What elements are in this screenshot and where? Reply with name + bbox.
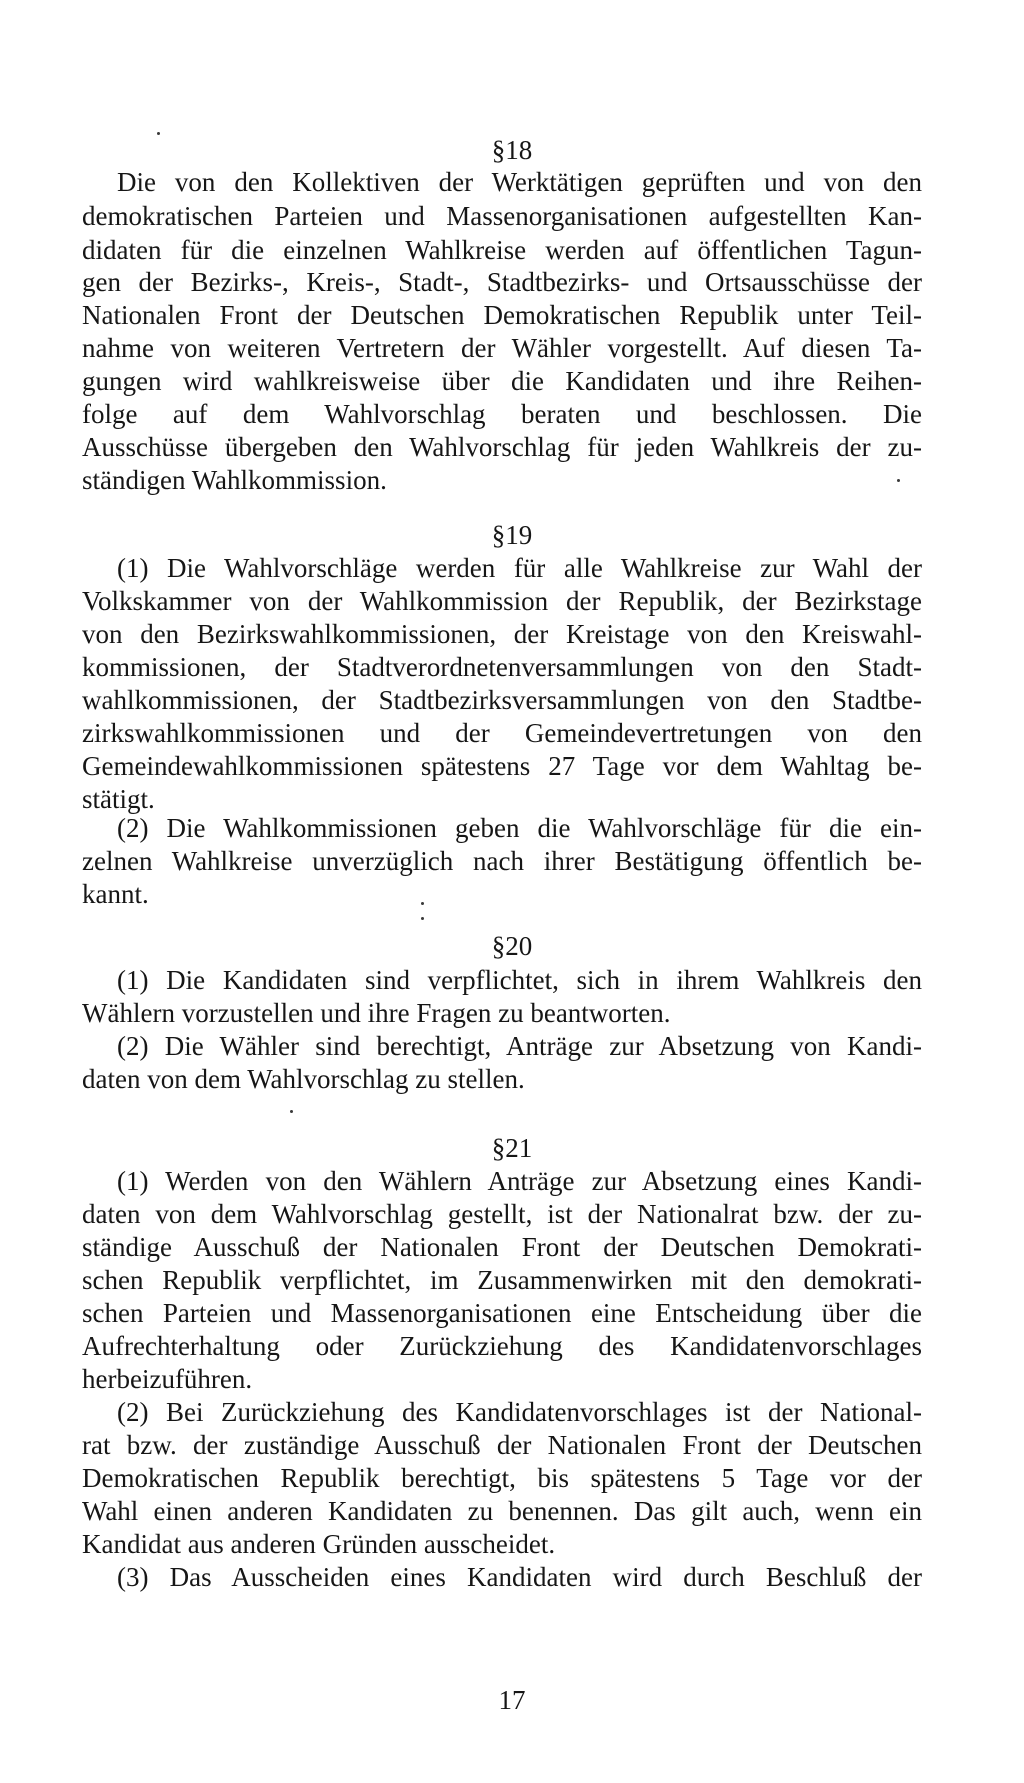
text-line: Demokratischen Republik berechtigt, bis spätestens 5 Tage vor der xyxy=(82,1463,922,1493)
page-number: 17 xyxy=(498,1685,526,1715)
text-line: nahme von weiteren Vertretern der Wähler vorgestellt. Auf diesen Ta- xyxy=(82,333,922,363)
text-line: schen Parteien und Massenorganisationen eine Entscheidung über die xyxy=(82,1298,922,1328)
text-line: ständigen Wahlkommission. xyxy=(82,465,387,495)
text-line: (1) Werden von den Wählern Anträge zur Absetzung eines Kandi- xyxy=(117,1166,922,1196)
text-line: Aufrechterhaltung oder Zurückziehung des Kandidatenvorschlages xyxy=(82,1331,922,1361)
section-heading: §21 xyxy=(491,1133,533,1163)
text-line: Die von den Kollektiven der Werktätigen geprüften und von den xyxy=(117,167,922,197)
text-line: Wählern vorzustellen und ihre Fragen zu beantworten. xyxy=(82,998,671,1028)
text-line: schen Republik verpflichtet, im Zusammenwirken mit den demokrati- xyxy=(82,1265,922,1295)
section-heading: §19 xyxy=(491,520,533,550)
text-line: kannt. xyxy=(82,879,149,909)
scan-speck xyxy=(290,1110,293,1113)
text-line: von den Bezirkswahlkommissionen, der Kreistage von den Kreiswahl- xyxy=(82,619,922,649)
text-line: (2) Die Wahlkommissionen geben die Wahlvorschläge für die ein- xyxy=(117,813,922,843)
text-line: herbeizuführen. xyxy=(82,1364,253,1394)
text-line: gen der Bezirks-, Kreis-, Stadt-, Stadtbezirks- und Ortsausschüsse der xyxy=(82,267,922,297)
text-line: Nationalen Front der Deutschen Demokratischen Republik unter Teil- xyxy=(82,300,922,330)
text-line: (2) Bei Zurückziehung des Kandidatenvorschlages ist der National- xyxy=(117,1397,922,1427)
text-line: ständige Ausschuß der Nationalen Front der Deutschen Demokrati- xyxy=(82,1232,922,1262)
section-heading: §20 xyxy=(491,931,533,961)
section-heading: §18 xyxy=(491,135,533,165)
text-line: daten von dem Wahlvorschlag zu stellen. xyxy=(82,1064,525,1094)
text-line: zirkswahlkommissionen und der Gemeindevertretungen von den xyxy=(82,718,922,748)
text-line: gungen wird wahlkreisweise über die Kandidaten und ihre Reihen- xyxy=(82,366,922,396)
text-line: (1) Die Kandidaten sind verpflichtet, sich in ihrem Wahlkreis den xyxy=(117,965,922,995)
scan-speck xyxy=(421,917,424,920)
text-line: demokratischen Parteien und Massenorganisationen aufgestellten Kan- xyxy=(82,201,922,231)
text-line: didaten für die einzelnen Wahlkreise werden auf öffentlichen Tagun- xyxy=(82,235,922,265)
text-line: wahlkommissionen, der Stadtbezirksversammlungen von den Stadtbe- xyxy=(82,685,922,715)
text-line: zelnen Wahlkreise unverzüglich nach ihrer Bestätigung öffentlich be- xyxy=(82,846,922,876)
text-line: stätigt. xyxy=(82,784,155,814)
text-line: Wahl einen anderen Kandidaten zu benennen. Das gilt auch, wenn ein xyxy=(82,1496,922,1526)
scan-speck xyxy=(157,132,160,135)
text-line: (3) Das Ausscheiden eines Kandidaten wird durch Beschluß der xyxy=(117,1562,922,1592)
text-line: (2) Die Wähler sind berechtigt, Anträge zur Absetzung von Kandi- xyxy=(117,1031,922,1061)
scan-speck xyxy=(897,479,900,482)
text-line: daten von dem Wahlvorschlag gestellt, ist der Nationalrat bzw. der zu- xyxy=(82,1199,922,1229)
text-line: Gemeindewahlkommissionen spätestens 27 Tage vor dem Wahltag be- xyxy=(82,751,922,781)
text-line: rat bzw. der zuständige Ausschuß der Nationalen Front der Deutschen xyxy=(82,1430,922,1460)
text-line: Ausschüsse übergeben den Wahlvorschlag für jeden Wahlkreis der zu- xyxy=(82,432,922,462)
text-line: folge auf dem Wahlvorschlag beraten und beschlossen. Die xyxy=(82,399,922,429)
text-line: kommissionen, der Stadtverordnetenversammlungen von den Stadt- xyxy=(82,652,922,682)
text-line: (1) Die Wahlvorschläge werden für alle Wahlkreise zur Wahl der xyxy=(117,553,922,583)
scan-speck xyxy=(421,902,424,905)
text-line: Kandidat aus anderen Gründen ausscheidet. xyxy=(82,1529,556,1559)
text-line: Volkskammer von der Wahlkommission der Republik, der Bezirkstage xyxy=(82,586,922,616)
